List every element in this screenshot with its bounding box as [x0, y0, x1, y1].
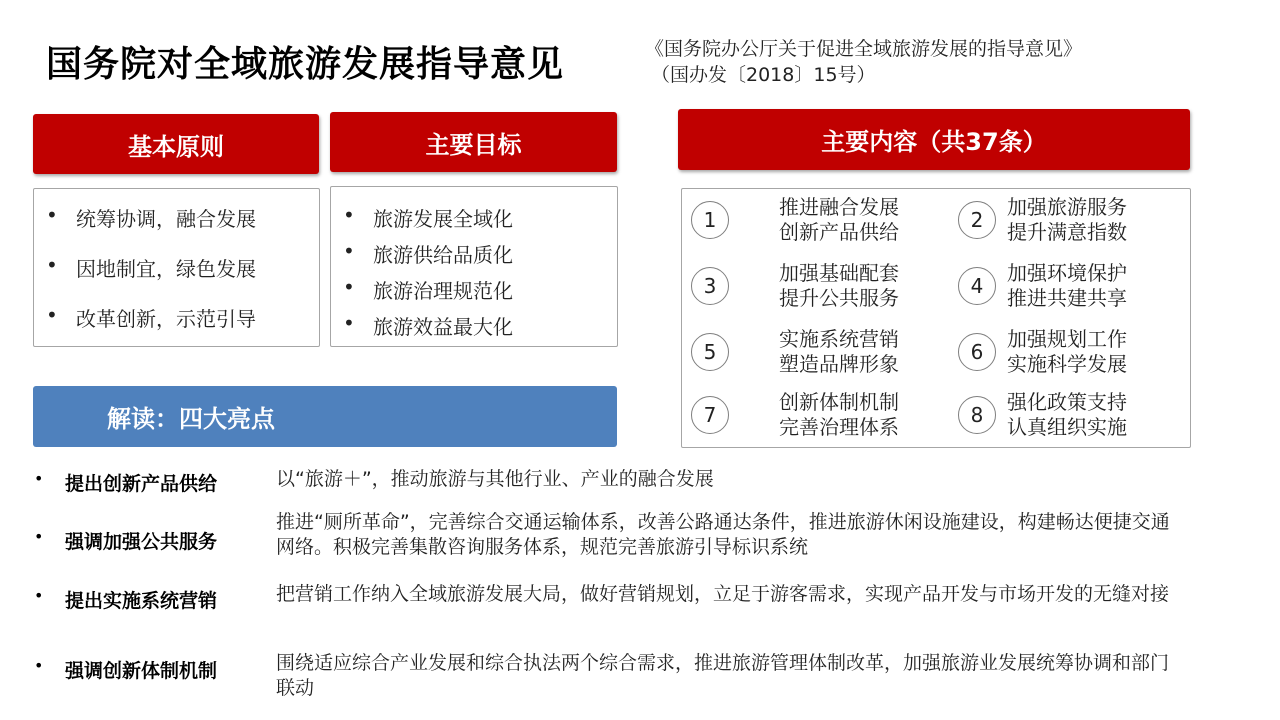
item-line-2: 实施科学发展 [1007, 352, 1127, 376]
interpretation-header: 解读：四大亮点 [33, 386, 617, 447]
goal-text: 旅游治理规范化 [373, 279, 513, 303]
bullet-icon: • [343, 203, 355, 227]
item-line-1: 创新体制机制 [779, 390, 899, 414]
principle-text: 统筹协调，融合发展 [76, 207, 256, 231]
document-reference-number: （国办发〔2018〕15号） [651, 64, 876, 86]
item-line-2: 提升公共服务 [779, 286, 899, 310]
document-reference-name: 《国务院办公厅关于促进全域旅游发展的指导意见》 [645, 38, 1083, 60]
content-item-6 [947, 323, 1187, 379]
contents-box [681, 188, 1191, 448]
bullet-icon: • [46, 303, 58, 327]
item-text [779, 261, 899, 311]
item-text [1007, 261, 1127, 311]
highlight-label: 强调加强公共服务 [65, 531, 218, 553]
item-number-circle: 1 [691, 201, 729, 239]
content-item-2 [947, 191, 1187, 247]
highlight-label: 提出实施系统营销 [65, 590, 218, 612]
item-text [779, 327, 899, 377]
content-item-3 [682, 257, 922, 313]
item-line-2: 认真组织实施 [1007, 415, 1127, 439]
goals-box [330, 186, 618, 347]
item-number-circle: 8 [958, 396, 996, 434]
item-line-1: 加强环境保护 [1007, 261, 1127, 285]
principle-item [34, 253, 319, 303]
bullet-icon: • [343, 239, 355, 263]
item-line-2: 提升满意指数 [1007, 220, 1127, 244]
item-line-1: 加强旅游服务 [1007, 195, 1127, 219]
highlight-label: 提出创新产品供给 [65, 473, 218, 495]
highlight-description: 围绕适应综合产业发展和综合执法两个综合需求，推进旅游管理体制改革，加强旅游业发展统筹协调和部门联动 [276, 652, 1170, 699]
content-item-4 [947, 257, 1187, 313]
content-item-5 [682, 323, 922, 379]
bullet-icon: • [343, 311, 355, 335]
item-number-circle: 3 [691, 267, 729, 305]
item-text [1007, 390, 1127, 440]
item-number-circle: 6 [958, 333, 996, 371]
goal-item [331, 239, 617, 275]
principles-list [34, 189, 319, 343]
item-line-2: 塑造品牌形象 [779, 352, 899, 376]
item-text [1007, 195, 1127, 245]
highlight-description: 以“旅游＋”，推动旅游与其他行业、产业的融合发展 [276, 468, 714, 490]
goal-text: 旅游效益最大化 [373, 315, 513, 339]
goal-item [331, 311, 617, 347]
page-title: 国务院对全域旅游发展指导意见 [46, 44, 565, 85]
highlight-description: 把营销工作纳入全域旅游发展大局，做好营销规划，立足于游客需求，实现产品开发与市场开发的无缝对接 [276, 583, 1170, 605]
bullet-icon: • [343, 275, 355, 299]
bullet-icon: • [34, 527, 44, 546]
bullet-icon: • [46, 253, 58, 277]
item-line-2: 完善治理体系 [779, 415, 899, 439]
principles-header: 基本原则 [33, 114, 319, 174]
item-number-circle: 2 [958, 201, 996, 239]
item-line-1: 加强规划工作 [1007, 327, 1127, 351]
item-text [779, 195, 899, 245]
principles-box [33, 188, 320, 347]
item-line-2: 创新产品供给 [779, 220, 899, 244]
item-text [1007, 327, 1127, 377]
item-line-2: 推进共建共享 [1007, 286, 1127, 310]
bullet-icon: • [34, 586, 44, 605]
principle-text: 因地制宜，绿色发展 [76, 257, 256, 281]
item-number-circle: 7 [691, 396, 729, 434]
item-line-1: 推进融合发展 [779, 195, 899, 219]
item-number-circle: 5 [691, 333, 729, 371]
item-line-1: 实施系统营销 [779, 327, 899, 351]
goal-item [331, 203, 617, 239]
principle-item [34, 203, 319, 253]
content-item-7 [682, 386, 922, 442]
item-line-1: 加强基础配套 [779, 261, 899, 285]
bullet-icon: • [34, 469, 44, 488]
document-reference [645, 36, 1082, 88]
content-item-1 [682, 191, 922, 247]
highlight-label: 强调创新体制机制 [65, 660, 218, 682]
goal-text: 旅游发展全域化 [373, 207, 513, 231]
goals-list [331, 187, 617, 347]
content-item-8 [947, 386, 1187, 442]
goal-item [331, 275, 617, 311]
bullet-icon: • [46, 203, 58, 227]
item-number-circle: 4 [958, 267, 996, 305]
contents-header: 主要内容（共37条） [678, 109, 1190, 170]
goals-header: 主要目标 [330, 112, 617, 172]
item-text [779, 390, 899, 440]
principle-text: 改革创新，示范引导 [76, 307, 256, 331]
principle-item [34, 303, 319, 343]
item-line-1: 强化政策支持 [1007, 390, 1127, 414]
goal-text: 旅游供给品质化 [373, 243, 513, 267]
bullet-icon: • [34, 656, 44, 675]
highlight-description: 推进“厕所革命”，完善综合交通运输体系，改善公路通达条件，推进旅游休闲设施建设，构建畅达便捷交通网络。积极完善集散咨询服务体系，规范完善旅游引导标识系统 [276, 511, 1170, 558]
